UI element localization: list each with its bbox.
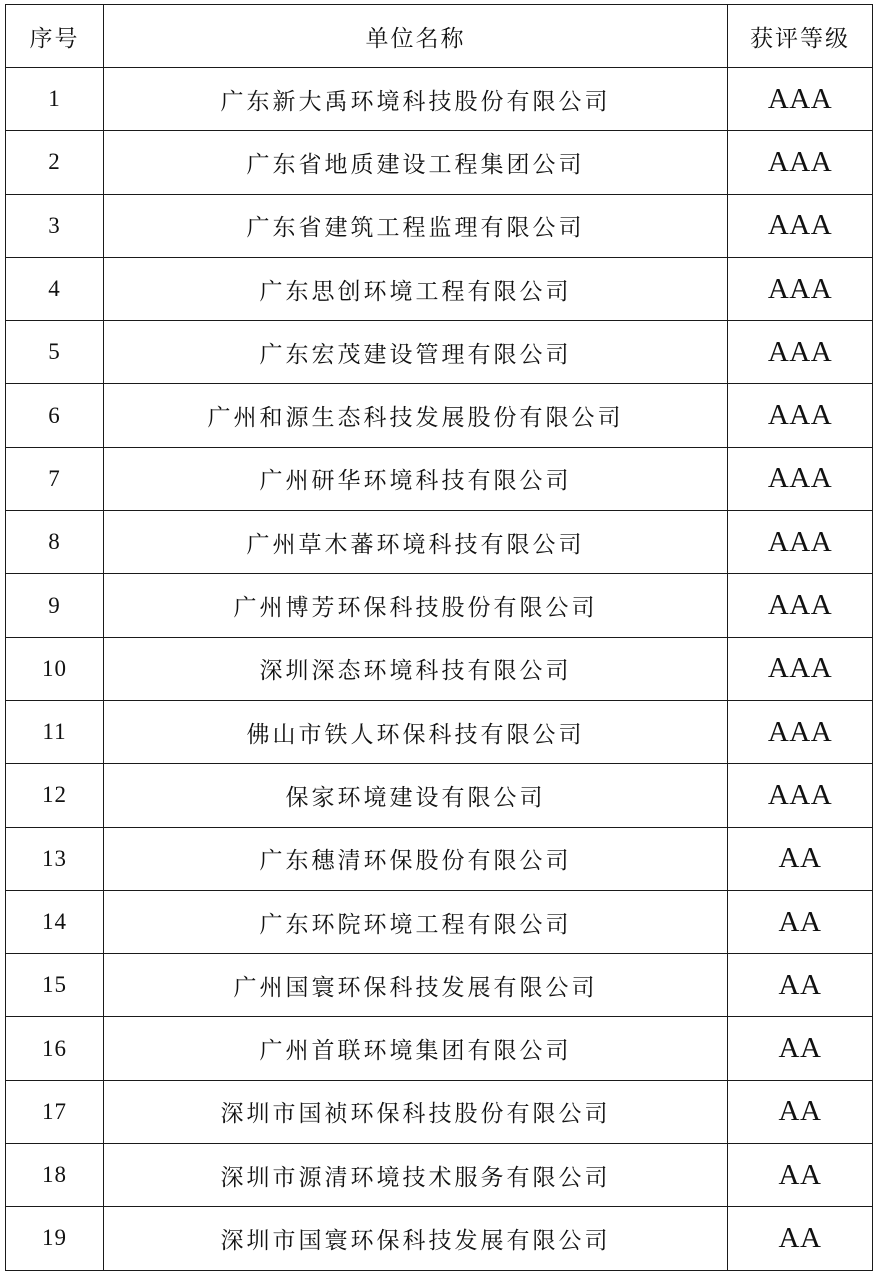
table-row [6,827,873,890]
company-name-cell: 广东省地质建设工程集团公司 [104,131,728,194]
company-name-cell: 广东省建筑工程监理有限公司 [104,194,728,257]
table-row [6,321,873,384]
rating-grade-cell: AAA [728,68,873,131]
rating-grade-cell: AA [728,1144,873,1207]
company-name-cell: 深圳市国祯环保科技股份有限公司 [104,1080,728,1143]
serial-number-cell: 16 [6,1017,104,1080]
rating-grade-cell: AAA [728,131,873,194]
table-row [6,637,873,700]
company-name-cell: 广东环院环境工程有限公司 [104,890,728,953]
company-name-cell: 广州首联环境集团有限公司 [104,1017,728,1080]
serial-number-cell: 19 [6,1207,104,1270]
table-row [6,384,873,447]
rating-grade-cell: AAA [728,384,873,447]
company-name-cell: 广州草木蕃环境科技有限公司 [104,511,728,574]
header-row [6,5,873,68]
company-name-cell: 广州博芳环保科技股份有限公司 [104,574,728,637]
serial-number-cell: 10 [6,637,104,700]
serial-number-cell: 11 [6,700,104,763]
table-row [6,511,873,574]
serial-number-cell: 5 [6,321,104,384]
company-name-cell: 广东思创环境工程有限公司 [104,257,728,320]
rating-grade-cell: AA [728,890,873,953]
table-row [6,890,873,953]
table-row [6,700,873,763]
serial-number-cell: 14 [6,890,104,953]
serial-number-cell: 18 [6,1144,104,1207]
table-row [6,194,873,257]
company-rating-table [5,4,873,1271]
rating-grade-cell: AA [728,1017,873,1080]
header-company-name: 单位名称 [104,5,728,68]
serial-number-cell: 15 [6,954,104,1017]
table-row [6,574,873,637]
rating-grade-cell: AAA [728,764,873,827]
rating-grade-cell: AAA [728,511,873,574]
serial-number-cell: 12 [6,764,104,827]
company-name-cell: 广东穗清环保股份有限公司 [104,827,728,890]
table-row [6,1017,873,1080]
serial-number-cell: 9 [6,574,104,637]
rating-grade-cell: AA [728,1080,873,1143]
table-row [6,1080,873,1143]
table-row [6,257,873,320]
table-row [6,447,873,510]
company-name-cell: 广州研华环境科技有限公司 [104,447,728,510]
header-serial-number: 序号 [6,5,104,68]
company-name-cell: 广东新大禹环境科技股份有限公司 [104,68,728,131]
rating-grade-cell: AAA [728,321,873,384]
rating-grade-cell: AAA [728,257,873,320]
table-row [6,764,873,827]
company-name-cell: 佛山市铁人环保科技有限公司 [104,700,728,763]
table-row [6,1144,873,1207]
serial-number-cell: 7 [6,447,104,510]
rating-grade-cell: AAA [728,637,873,700]
company-name-cell: 广州国寰环保科技发展有限公司 [104,954,728,1017]
serial-number-cell: 17 [6,1080,104,1143]
serial-number-cell: 3 [6,194,104,257]
serial-number-cell: 4 [6,257,104,320]
serial-number-cell: 13 [6,827,104,890]
serial-number-cell: 8 [6,511,104,574]
table-row [6,68,873,131]
rating-grade-cell: AA [728,827,873,890]
table-row [6,131,873,194]
table-body [6,68,873,1271]
rating-grade-cell: AAA [728,700,873,763]
rating-grade-cell: AAA [728,574,873,637]
rating-grade-cell: AA [728,1207,873,1270]
rating-grade-cell: AAA [728,194,873,257]
company-name-cell: 深圳市源清环境技术服务有限公司 [104,1144,728,1207]
header-rating-grade: 获评等级 [728,5,873,68]
rating-grade-cell: AAA [728,447,873,510]
table-row [6,954,873,1017]
company-name-cell: 广州和源生态科技发展股份有限公司 [104,384,728,447]
company-name-cell: 深圳深态环境科技有限公司 [104,637,728,700]
company-name-cell: 深圳市国寰环保科技发展有限公司 [104,1207,728,1270]
serial-number-cell: 2 [6,131,104,194]
company-name-cell: 广东宏茂建设管理有限公司 [104,321,728,384]
rating-grade-cell: AA [728,954,873,1017]
serial-number-cell: 6 [6,384,104,447]
table-row [6,1207,873,1270]
serial-number-cell: 1 [6,68,104,131]
company-name-cell: 保家环境建设有限公司 [104,764,728,827]
